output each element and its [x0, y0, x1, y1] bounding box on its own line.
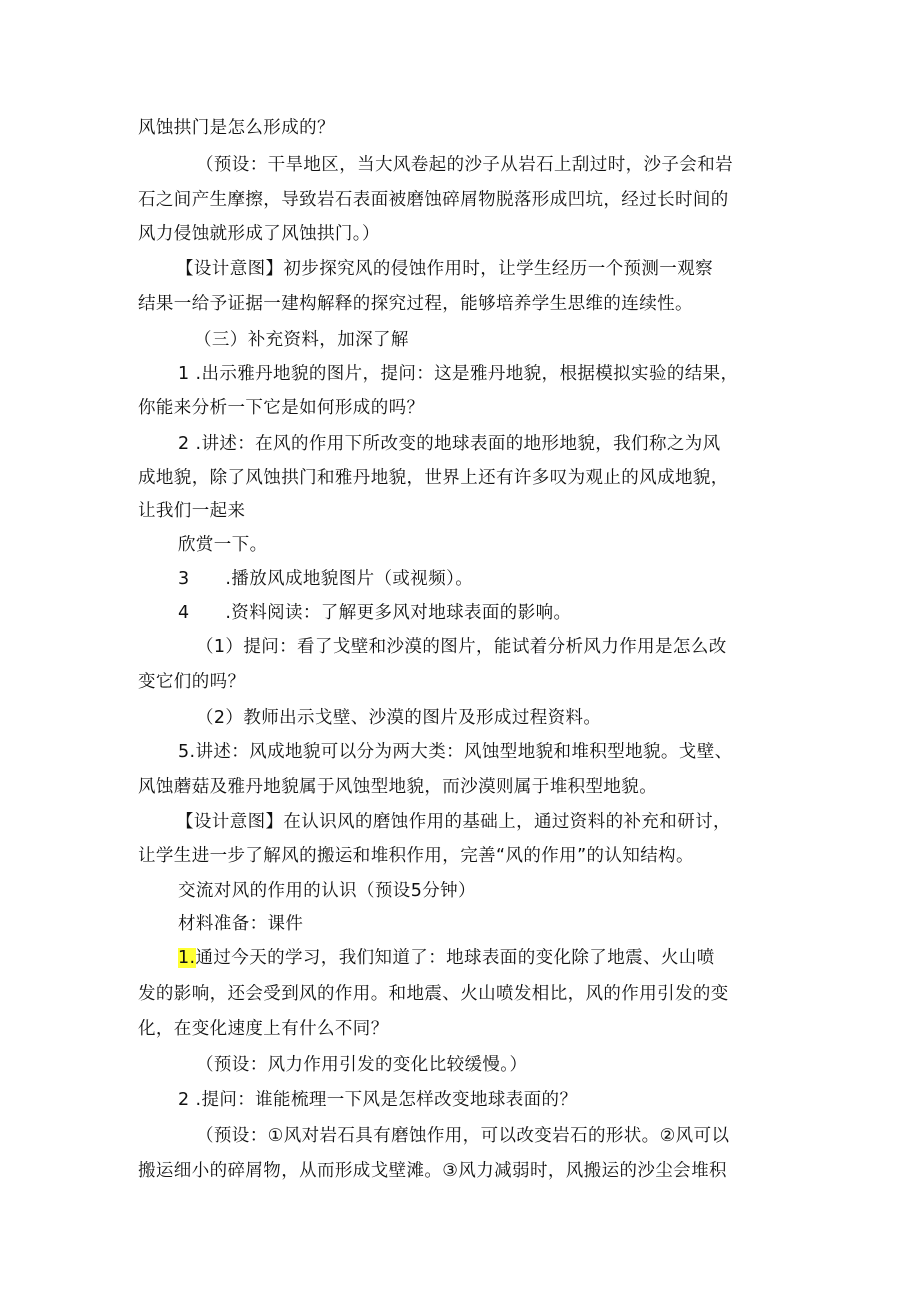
design-intent-line: 【设计意图】在认识风的磨蚀作用的基础上，通过资料的补充和研讨， — [176, 812, 731, 832]
paragraph-line: 欣赏一下。 — [178, 535, 268, 555]
section-heading: （三）补充资料，加深了解 — [194, 330, 409, 350]
paragraph-line: （预设：干旱地区，当大风卷起的沙子从岩石上刮过时，沙子会和岩 — [196, 155, 733, 175]
paragraph-line — [178, 946, 715, 970]
design-intent-line: 结果一给予证据一建构解释的探究过程，能够培养学生思维的连续性。 — [138, 294, 693, 314]
paragraph-line: 变它们的吗？ — [138, 672, 246, 692]
paragraph-line: 成地貌，除了风蚀拱门和雅丹地貌，世界上还有许多叹为观止的风成地貌， — [138, 468, 729, 488]
paragraph-line: 材料准备：课件 — [178, 914, 304, 934]
paragraph-line: （预设：①风对岩石具有磨蚀作用，可以改变岩石的形状。②风可以 — [196, 1126, 730, 1146]
paragraph-line: 风蚀蘑菇及雅丹地貌属于风蚀型地貌，而沙漠则属于堆积型地貌。 — [138, 777, 658, 797]
paragraph-line: 2 .提问：谁能梳理一下风是怎样改变地球表面的？ — [178, 1090, 578, 1110]
paragraph-line: （预设：风力作用引发的变化比较缓慢。） — [196, 1055, 528, 1075]
paragraph-line: 4 .资料阅读：了解更多风对地球表面的影响。 — [178, 603, 572, 623]
paragraph-line: 3 .播放风成地貌图片（或视频）。 — [178, 569, 474, 589]
design-intent-line: 让学生进一步了解风的搬运和堆积作用，完善“风的作用”的认知结构。 — [138, 846, 694, 866]
paragraph-line: 风力侵蚀就形成了风蚀拱门。） — [138, 224, 380, 244]
section-heading: 交流对风的作用的认识（预设5分钟） — [178, 881, 476, 901]
paragraph-text: 通过今天的学习，我们知道了：地球表面的变化除了地震、火山喷 — [195, 948, 715, 968]
design-intent-line: 【设计意图】初步探究风的侵蚀作用时，让学生经历一个预测一观察 — [176, 259, 713, 279]
paragraph-line: 发的影响，还会受到风的作用。和地震、火山喷发相比，风的作用引发的变 — [138, 984, 729, 1004]
paragraph-line: 风蚀拱门是怎么形成的？ — [138, 118, 335, 138]
paragraph-line: 石之间产生摩擦，导致岩石表面被磨蚀碎屑物脱落形成凹坑，经过长时间的 — [138, 190, 729, 210]
paragraph-line: 搬运细小的碎屑物，从而形成戈壁滩。③风力减弱时，风搬运的沙尘会堆积 — [138, 1161, 727, 1181]
paragraph-line: 2 .讲述：在风的作用下所改变的地球表面的地形地貌，我们称之为风 — [178, 434, 721, 454]
paragraph-line: （1）提问：看了戈壁和沙漠的图片，能试着分析风力作用是怎么改 — [196, 637, 727, 657]
paragraph-line: （2）教师出示戈壁、沙漠的图片及形成过程资料。 — [196, 708, 602, 728]
paragraph-line: 你能来分析一下它是如何形成的吗？ — [138, 398, 425, 418]
paragraph-line: 5.讲述：风成地貌可以分为两大类：风蚀型地貌和堆积型地貌。戈壁、 — [178, 742, 733, 762]
paragraph-line: 化，在变化速度上有什么不同？ — [138, 1019, 389, 1039]
highlighted-number: 1. — [178, 948, 196, 968]
paragraph-line: 1 .出示雅丹地貌的图片，提问：这是雅丹地貌，根据模拟实验的结果， — [178, 364, 739, 384]
paragraph-line: 让我们一起来 — [138, 501, 246, 521]
